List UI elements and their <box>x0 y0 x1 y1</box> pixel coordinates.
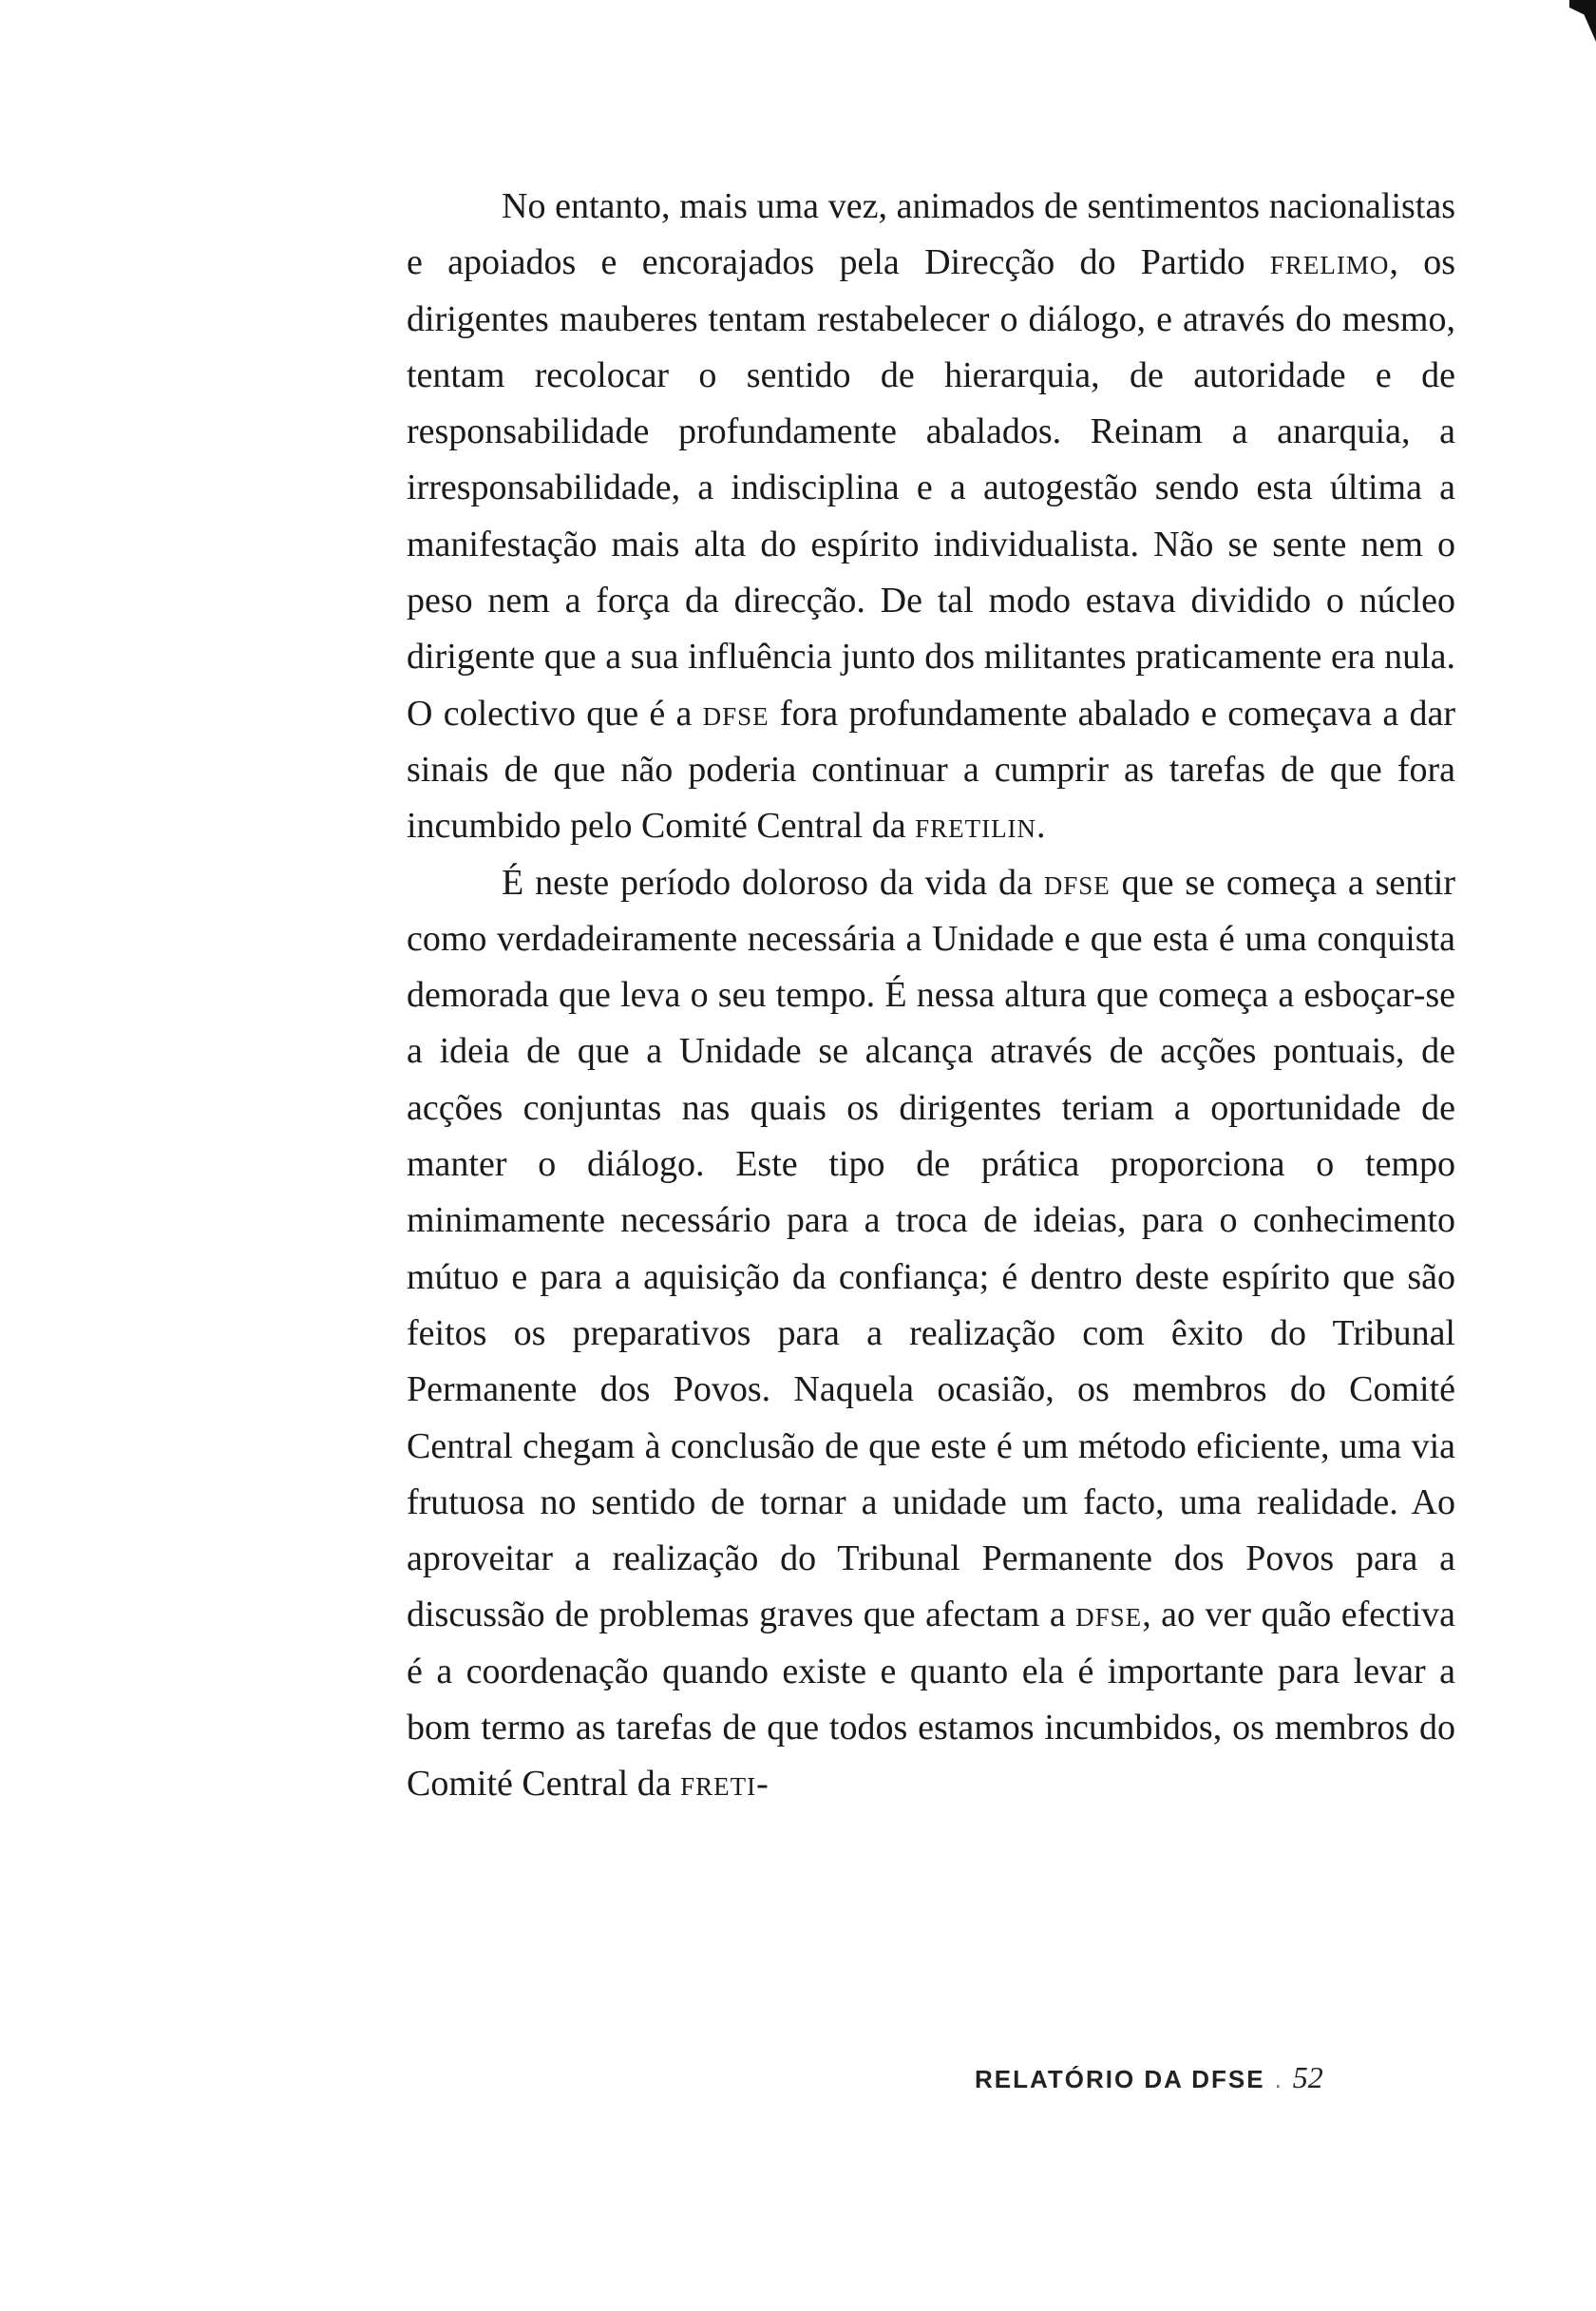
paragraph-1: No entanto, mais uma vez, animados de sentimentos nacionalistas e apoiados e encorajados pela Direcção do Partido frelimo, os dirigentes mauberes tentam restabelecer o diálogo, e através do mesmo, tentam recolocar o sentido de hierarquia, de autoridade e de responsabilidade profundamente abalados. Reinam a anarquia, a irresponsabilidade, a indisciplina e a autogestão sendo esta última a manifestação mais alta do espírito individualista. Não se sente nem o peso nem a força da direcção. De tal modo estava dividido o núcleo dirigente que a sua influência junto dos militantes praticamente era nula. O colectivo que é a dfse fora profundamente abalado e começava a dar sinais de que não poderia continuar a cumprir as tarefas de que fora incumbido pelo Comité Central da fretilin. <box>407 186 1456 847</box>
page-number: 52 <box>1292 2060 1323 2094</box>
acronym-dfse: dfse <box>1075 1595 1143 1635</box>
scan-corner-mark <box>1569 0 1596 42</box>
acronym-dfse: dfse <box>702 693 770 734</box>
body-text <box>407 179 1455 1813</box>
footer-separator: . <box>1274 2065 1283 2093</box>
acronym-fretilin: freti- <box>680 1764 770 1805</box>
acronym-fretilin: fretilin <box>915 806 1037 847</box>
footer-title: RELATÓRIO DA DFSE <box>975 2065 1265 2093</box>
running-footer <box>975 2060 1374 2095</box>
acronym-frelimo: frelimo <box>1269 242 1390 283</box>
acronym-dfse: dfse <box>1043 862 1111 903</box>
paragraph-2: É neste período doloroso da vida da dfse que se começa a sentir como verdadeiramente necessária a Unidade e que esta é uma conquista demorada que leva o seu tempo. É nessa altura que começa a esboçar-se a ideia de que a Unidade se alcança através de acções pontuais, de acções conjuntas nas quais os dirigentes teriam a oportunidade de manter o diálogo. Este tipo de prática proporciona o tempo minimamente necessário para a troca de ideias, para o conhecimento mútuo e para a aquisição da confiança; é dentro deste espírito que são feitos os preparativos para a realização com êxito do Tribunal Permanente dos Povos. Naquela ocasião, os membros do Comité Central chegam à conclusão de que este é um método eficiente, uma via frutuosa no sentido de tornar a unidade um facto, uma realidade. Ao aproveitar a realização do Tribunal Permanente dos Povos para a discussão de problemas graves que afectam a dfse, ao ver quão efectiva é a coordenação quando existe e quanto ela é importante para levar a bom termo as tarefas de que todos estamos incumbidos, os membros do Comité Central da freti- <box>407 862 1455 1805</box>
